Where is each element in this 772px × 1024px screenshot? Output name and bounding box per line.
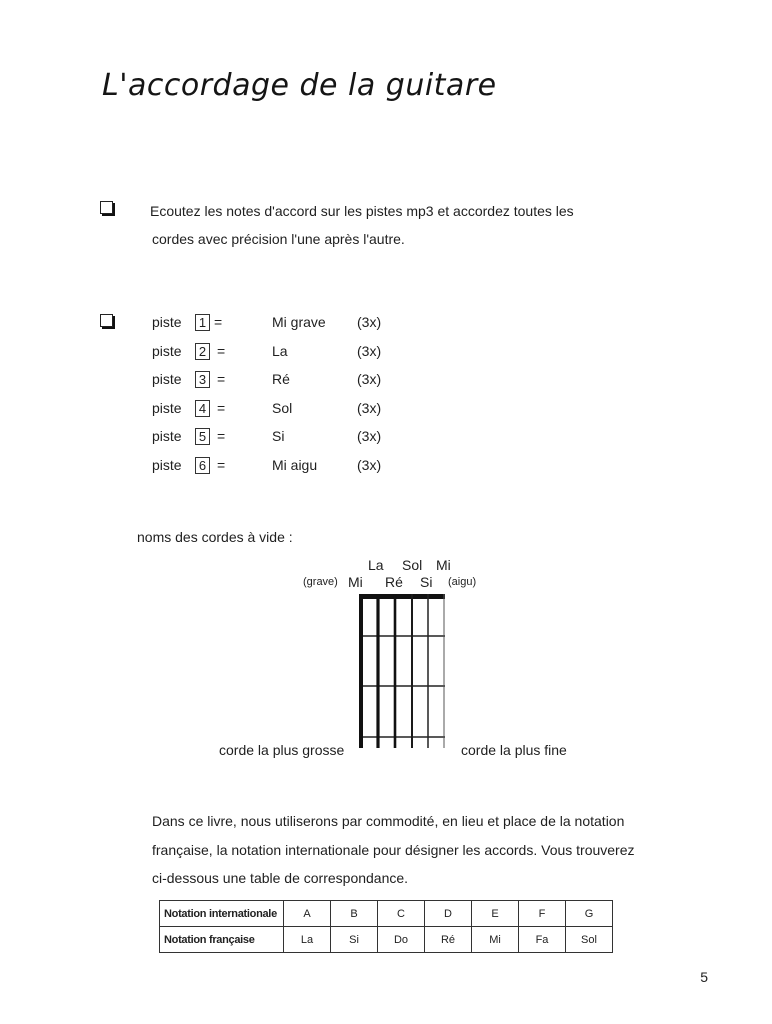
table-cell: Sol [566, 927, 613, 953]
track-label: piste [152, 371, 182, 387]
track-number: 5 [195, 428, 210, 445]
page-number: 5 [700, 969, 708, 985]
track-repeat: (3x) [357, 428, 382, 444]
track-number: 4 [195, 400, 210, 417]
track-equals: = [217, 457, 226, 473]
table-row [160, 901, 613, 927]
track-repeat: (3x) [357, 457, 382, 473]
low-label: (grave) [303, 576, 338, 588]
string-name-sol: Sol [402, 557, 423, 573]
string-name-si: Si [420, 574, 433, 590]
track-label: piste [152, 400, 182, 416]
track-repeat: (3x) [357, 343, 382, 359]
table-cell: F [519, 901, 566, 927]
thinnest-string-caption: corde la plus fine [461, 742, 567, 758]
row-header: Notation internationale [160, 901, 284, 927]
track-equals: = [214, 314, 223, 330]
track-label: piste [152, 343, 182, 359]
row-header: Notation française [160, 927, 284, 953]
track-note: Sol [272, 400, 293, 416]
page-title: L'accordage de la guitare [102, 68, 497, 103]
explanation-line-2: française, la notation internationale pour désigner les accords. Vous trouverez [152, 842, 635, 858]
track-label: piste [152, 428, 182, 444]
track-repeat: (3x) [357, 371, 382, 387]
table-cell: Si [331, 927, 378, 953]
track-number: 1 [195, 314, 210, 331]
explanation-line-1: Dans ce livre, nous utiliserons par commodité, en lieu et place de la notation [152, 813, 625, 829]
track-note: Mi grave [272, 314, 326, 330]
table-cell: E [472, 901, 519, 927]
track-number: 2 [195, 343, 210, 360]
fretboard-diagram [355, 590, 455, 750]
instruction-line-1: Ecoutez les notes d'accord sur les pistes mp3 et accordez toutes les [150, 203, 574, 219]
track-note: Ré [272, 371, 290, 387]
explanation-line-3: ci-dessous une table de correspondance. [152, 870, 409, 886]
track-equals: = [217, 343, 226, 359]
instruction-line-2: cordes avec précision l'une après l'autre. [152, 231, 405, 247]
string-name-la: La [368, 557, 384, 573]
table-cell: D [425, 901, 472, 927]
string-name-mi-high: Mi [436, 557, 451, 573]
track-equals: = [217, 371, 226, 387]
thickest-string-caption: corde la plus grosse [219, 742, 345, 758]
table-cell: Mi [472, 927, 519, 953]
checkbox-icon[interactable] [100, 314, 113, 327]
checkbox-icon[interactable] [100, 201, 113, 214]
table-cell: Fa [519, 927, 566, 953]
notation-correspondence-table [159, 900, 613, 953]
track-label: piste [152, 457, 182, 473]
table-cell: La [284, 927, 331, 953]
track-equals: = [217, 428, 226, 444]
track-note: Mi aigu [272, 457, 318, 473]
track-repeat: (3x) [357, 400, 382, 416]
string-name-re: Ré [385, 574, 403, 590]
track-repeat: (3x) [357, 314, 382, 330]
track-note: Si [272, 428, 285, 444]
track-number: 6 [195, 457, 210, 474]
track-equals: = [217, 400, 226, 416]
high-label: (aigu) [448, 576, 477, 588]
track-note: La [272, 343, 288, 359]
string-name-mi-low: Mi [348, 574, 363, 590]
table-cell: Do [378, 927, 425, 953]
table-cell: G [566, 901, 613, 927]
table-cell: C [378, 901, 425, 927]
track-label: piste [152, 314, 182, 330]
table-cell: A [284, 901, 331, 927]
table-cell: B [331, 901, 378, 927]
open-strings-heading: noms des cordes à vide : [137, 529, 293, 545]
table-row [160, 927, 613, 953]
track-number: 3 [195, 371, 210, 388]
table-cell: Ré [425, 927, 472, 953]
